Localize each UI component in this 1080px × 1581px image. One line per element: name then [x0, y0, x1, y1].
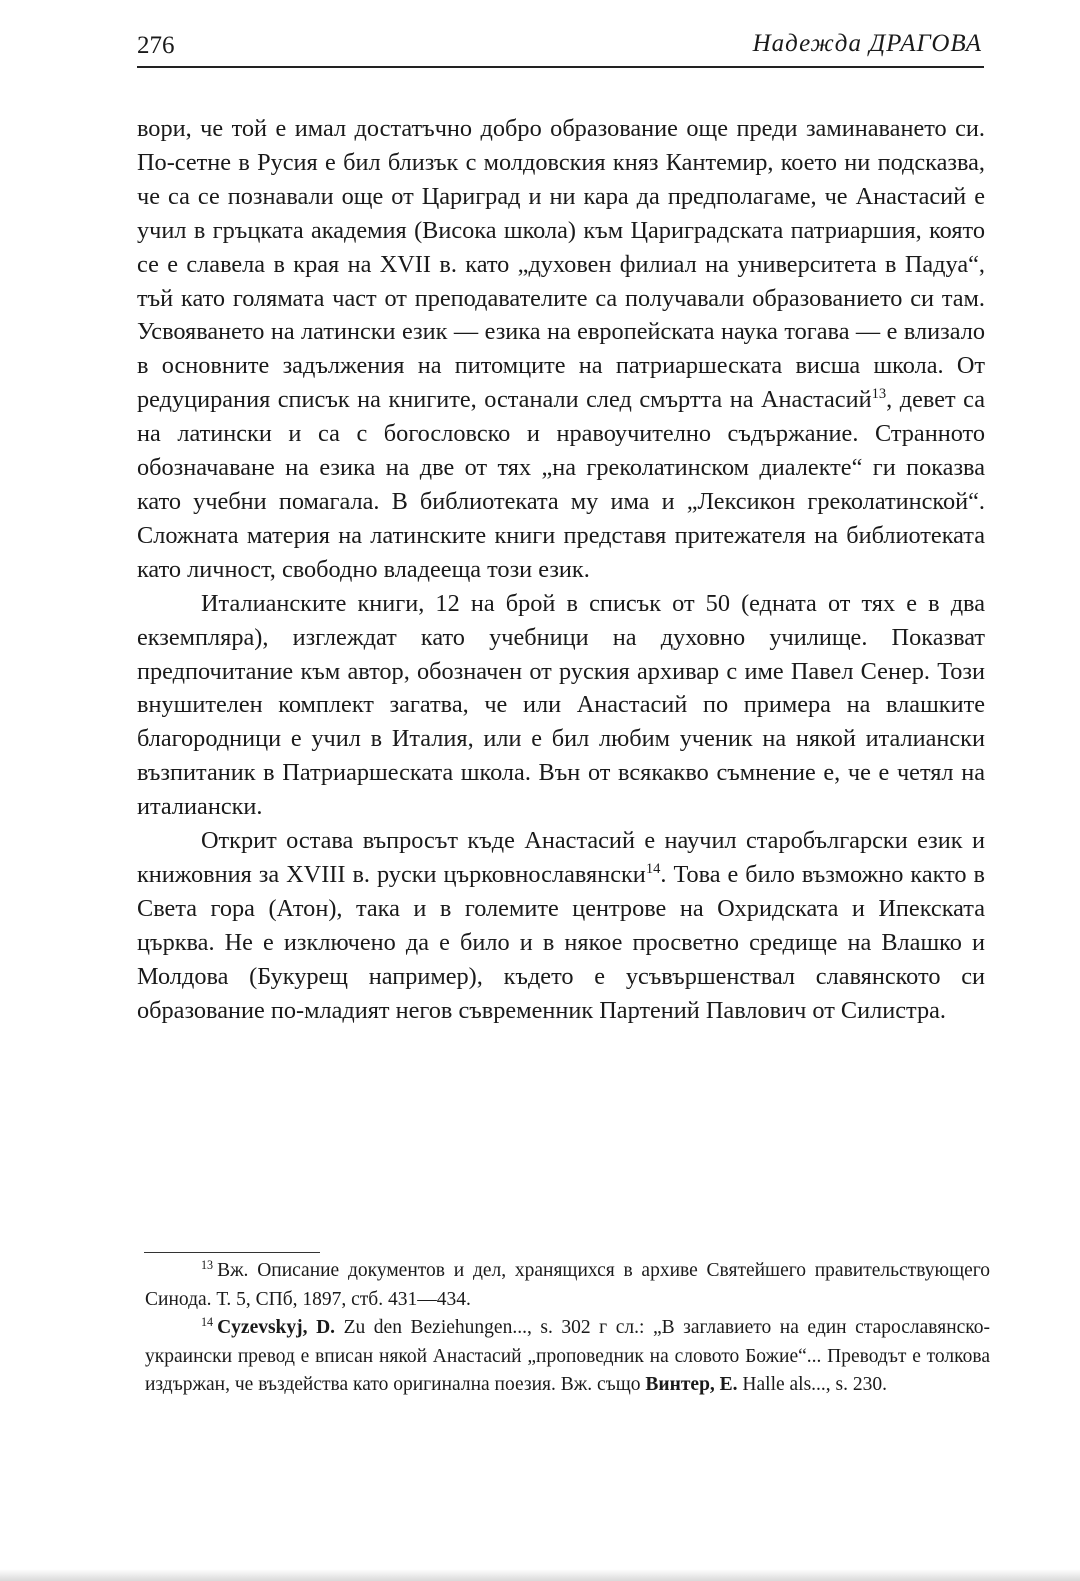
body-text — [137, 112, 985, 1027]
footnote-ref-14: 14 — [645, 860, 661, 877]
footnote-number: 14 — [201, 1314, 214, 1329]
footnote-text: Вж. Описание документов и дел, хранящихся в архиве Святейшего правительствующего Синода. Т. 5, СПб, 1897, стб. 431—434. — [145, 1260, 990, 1310]
footnotes — [145, 1257, 990, 1400]
paragraph-2: Италианските книги, 12 на брой в списък от 50 (едната от тях е в два екземпляра), изглеждат като учебници на духовно училище. Показват предпочитание към автор, обозначен от руския архивар с име Павел Сенер. Този внушителен комплект загатва, че или Анастасий по примера на влашките благородници е учил в Италия, или е бил любим ученик на някой италиански възпитаник в Патриаршеската школа. Вън от всякакво съмнение е, че е четял на италиански. — [137, 589, 985, 821]
footnote-author: Винтер, Е. — [645, 1374, 738, 1395]
page-header — [137, 28, 984, 68]
page-number: 276 — [137, 32, 175, 59]
running-head: Надежда ДРАГОВА — [752, 30, 982, 57]
footnote-author: Cyzevskyj, D. — [217, 1317, 336, 1338]
paragraph-3-part-b: . Това е било възможно както в Света гора (Атон), така и в големите центрове на Охридската и Ипекската църква. Не е изключено да е било и в някое просветно средище на Влашко и Молдова (Букурещ например), където е усъвършенствал славянското си образование по-младият негов съвременник Партений Павлович от Силистра. — [137, 860, 985, 1024]
footnote-13 — [145, 1257, 990, 1314]
paragraph-1-part-a: вори, че той е имал достатъчно добро образование още преди заминаването си. По-сетне в Русия е бил близък с молдовския княз Кантемир, което ни подсказва, че са се познавали още от Цариград и ни кара да предполагаме, че Анастасий е учил в гръцката академия (Висока школа) към Цариградската патриаршия, която се е славела в края на XVII в. като „духовен филиал на университета в Падуа“, тъй като голямата част от преподавателите са получавали образованието си там. Усвояването на латински език — езика на европейската наука тогава — е влизало в основните задължения на питомците на патриаршеската висша школа. От редуцирания списък на книгите, останали след смъртта на Анастасий — [137, 115, 985, 414]
paragraph-1 — [137, 112, 985, 587]
footnote-separator — [144, 1252, 320, 1253]
paragraph-3 — [137, 824, 985, 1027]
paragraph-1-part-b: , девет са на латински и са с богословско и нравоучително съдържание. Странното обозначаване на езика на две от тях „на греколатинском диалекте“ ги показва като учебни помагала. В библиотеката му има и „Лексикон греколатинской“. Сложната материя на латинските книги представя притежателя на библиотеката като личност, свободно владееща този език. — [137, 386, 985, 583]
footnote-ref-13: 13 — [871, 386, 887, 403]
footnote-text: Halle als..., s. 230. — [737, 1374, 888, 1395]
page-edge-shadow — [0, 1569, 1080, 1581]
footnote-14 — [145, 1314, 990, 1400]
paragraph-3-part-a: Открит остава въпросът къде Анастасий е научил старобългарски език и книжовния за XVIII в. руски църковнославянски — [137, 827, 985, 888]
footnote-number: 13 — [201, 1257, 214, 1272]
footnote-text: Zu den Beziehungen..., s. 302 г сл.: „В заглавието на един старославянско-украински превод е вписан някой Анастасий „проповедник на словото Божие“... Преводът е толкова издържан, че въздейства като оригинална поезия. Вж. също — [145, 1317, 991, 1395]
